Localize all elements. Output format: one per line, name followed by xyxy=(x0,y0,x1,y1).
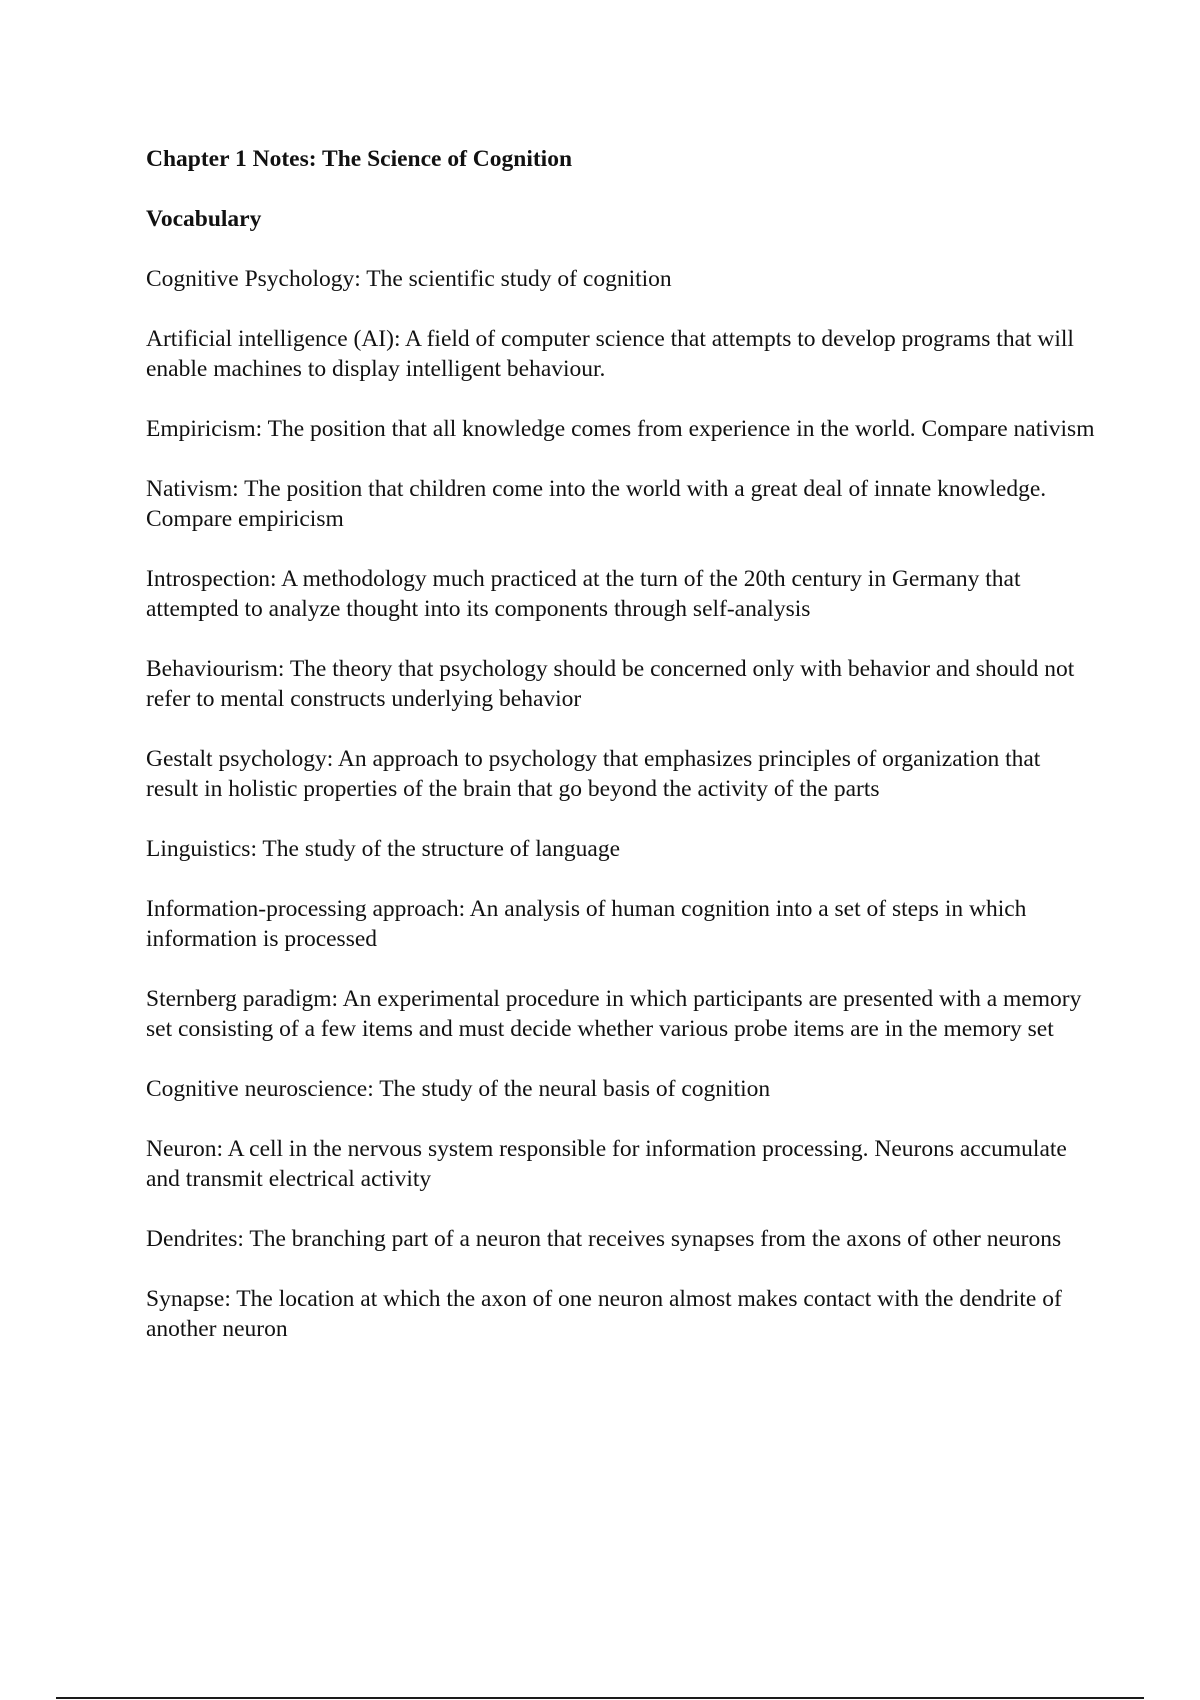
vocab-entry-neuron: Neuron: A cell in the nervous system responsible for information processing. Neurons accumulate and transmit electrical activity xyxy=(146,1136,1067,1192)
vocab-entry-empiricism: Empiricism: The position that all knowledge comes from experience in the world. Compare nativism xyxy=(146,416,1095,442)
vocab-entry-cognitive-psychology: Cognitive Psychology: The scientific study of cognition xyxy=(146,266,672,292)
vocab-entry-dendrites: Dendrites: The branching part of a neuron that receives synapses from the axons of other neurons xyxy=(146,1226,1062,1252)
vocab-entry-artificial-intelligence: Artificial intelligence (AI): A field of computer science that attempts to develop programs that will enable machines to display intelligent behaviour. xyxy=(146,326,1074,382)
vocab-entry-behaviourism: Behaviourism: The theory that psychology should be concerned only with behavior and should not refer to mental constructs underlying behavior xyxy=(146,656,1075,712)
vocab-entry-cognitive-neuroscience: Cognitive neuroscience: The study of the neural basis of cognition xyxy=(146,1076,771,1102)
vocab-entry-sternberg-paradigm: Sternberg paradigm: An experimental procedure in which participants are presented with a memory set consisting of a few items and must decide whether various probe items are in the memory set xyxy=(146,986,1082,1042)
vocab-entry-gestalt-psychology: Gestalt psychology: An approach to psychology that emphasizes principles of organization that result in holistic properties of the brain that go beyond the activity of the parts xyxy=(146,746,1041,802)
page-title: Chapter 1 Notes: The Science of Cognition xyxy=(146,146,573,172)
vocab-entry-nativism: Nativism: The position that children come into the world with a great deal of innate knowledge. Compare empiricism xyxy=(146,476,1047,532)
page-bottom-divider xyxy=(56,1697,1144,1699)
vocab-entry-synapse: Synapse: The location at which the axon of one neuron almost makes contact with the dendrite of another neuron xyxy=(146,1286,1062,1342)
vocab-entry-information-processing: Information-processing approach: An analysis of human cognition into a set of steps in which information is processed xyxy=(146,896,1027,952)
section-heading-vocabulary: Vocabulary xyxy=(146,206,262,232)
document-content xyxy=(146,144,1096,1374)
vocab-entry-introspection: Introspection: A methodology much practiced at the turn of the 20th century in Germany that attempted to analyze thought into its components through self-analysis xyxy=(146,566,1021,622)
vocab-entry-linguistics: Linguistics: The study of the structure of language xyxy=(146,836,621,862)
